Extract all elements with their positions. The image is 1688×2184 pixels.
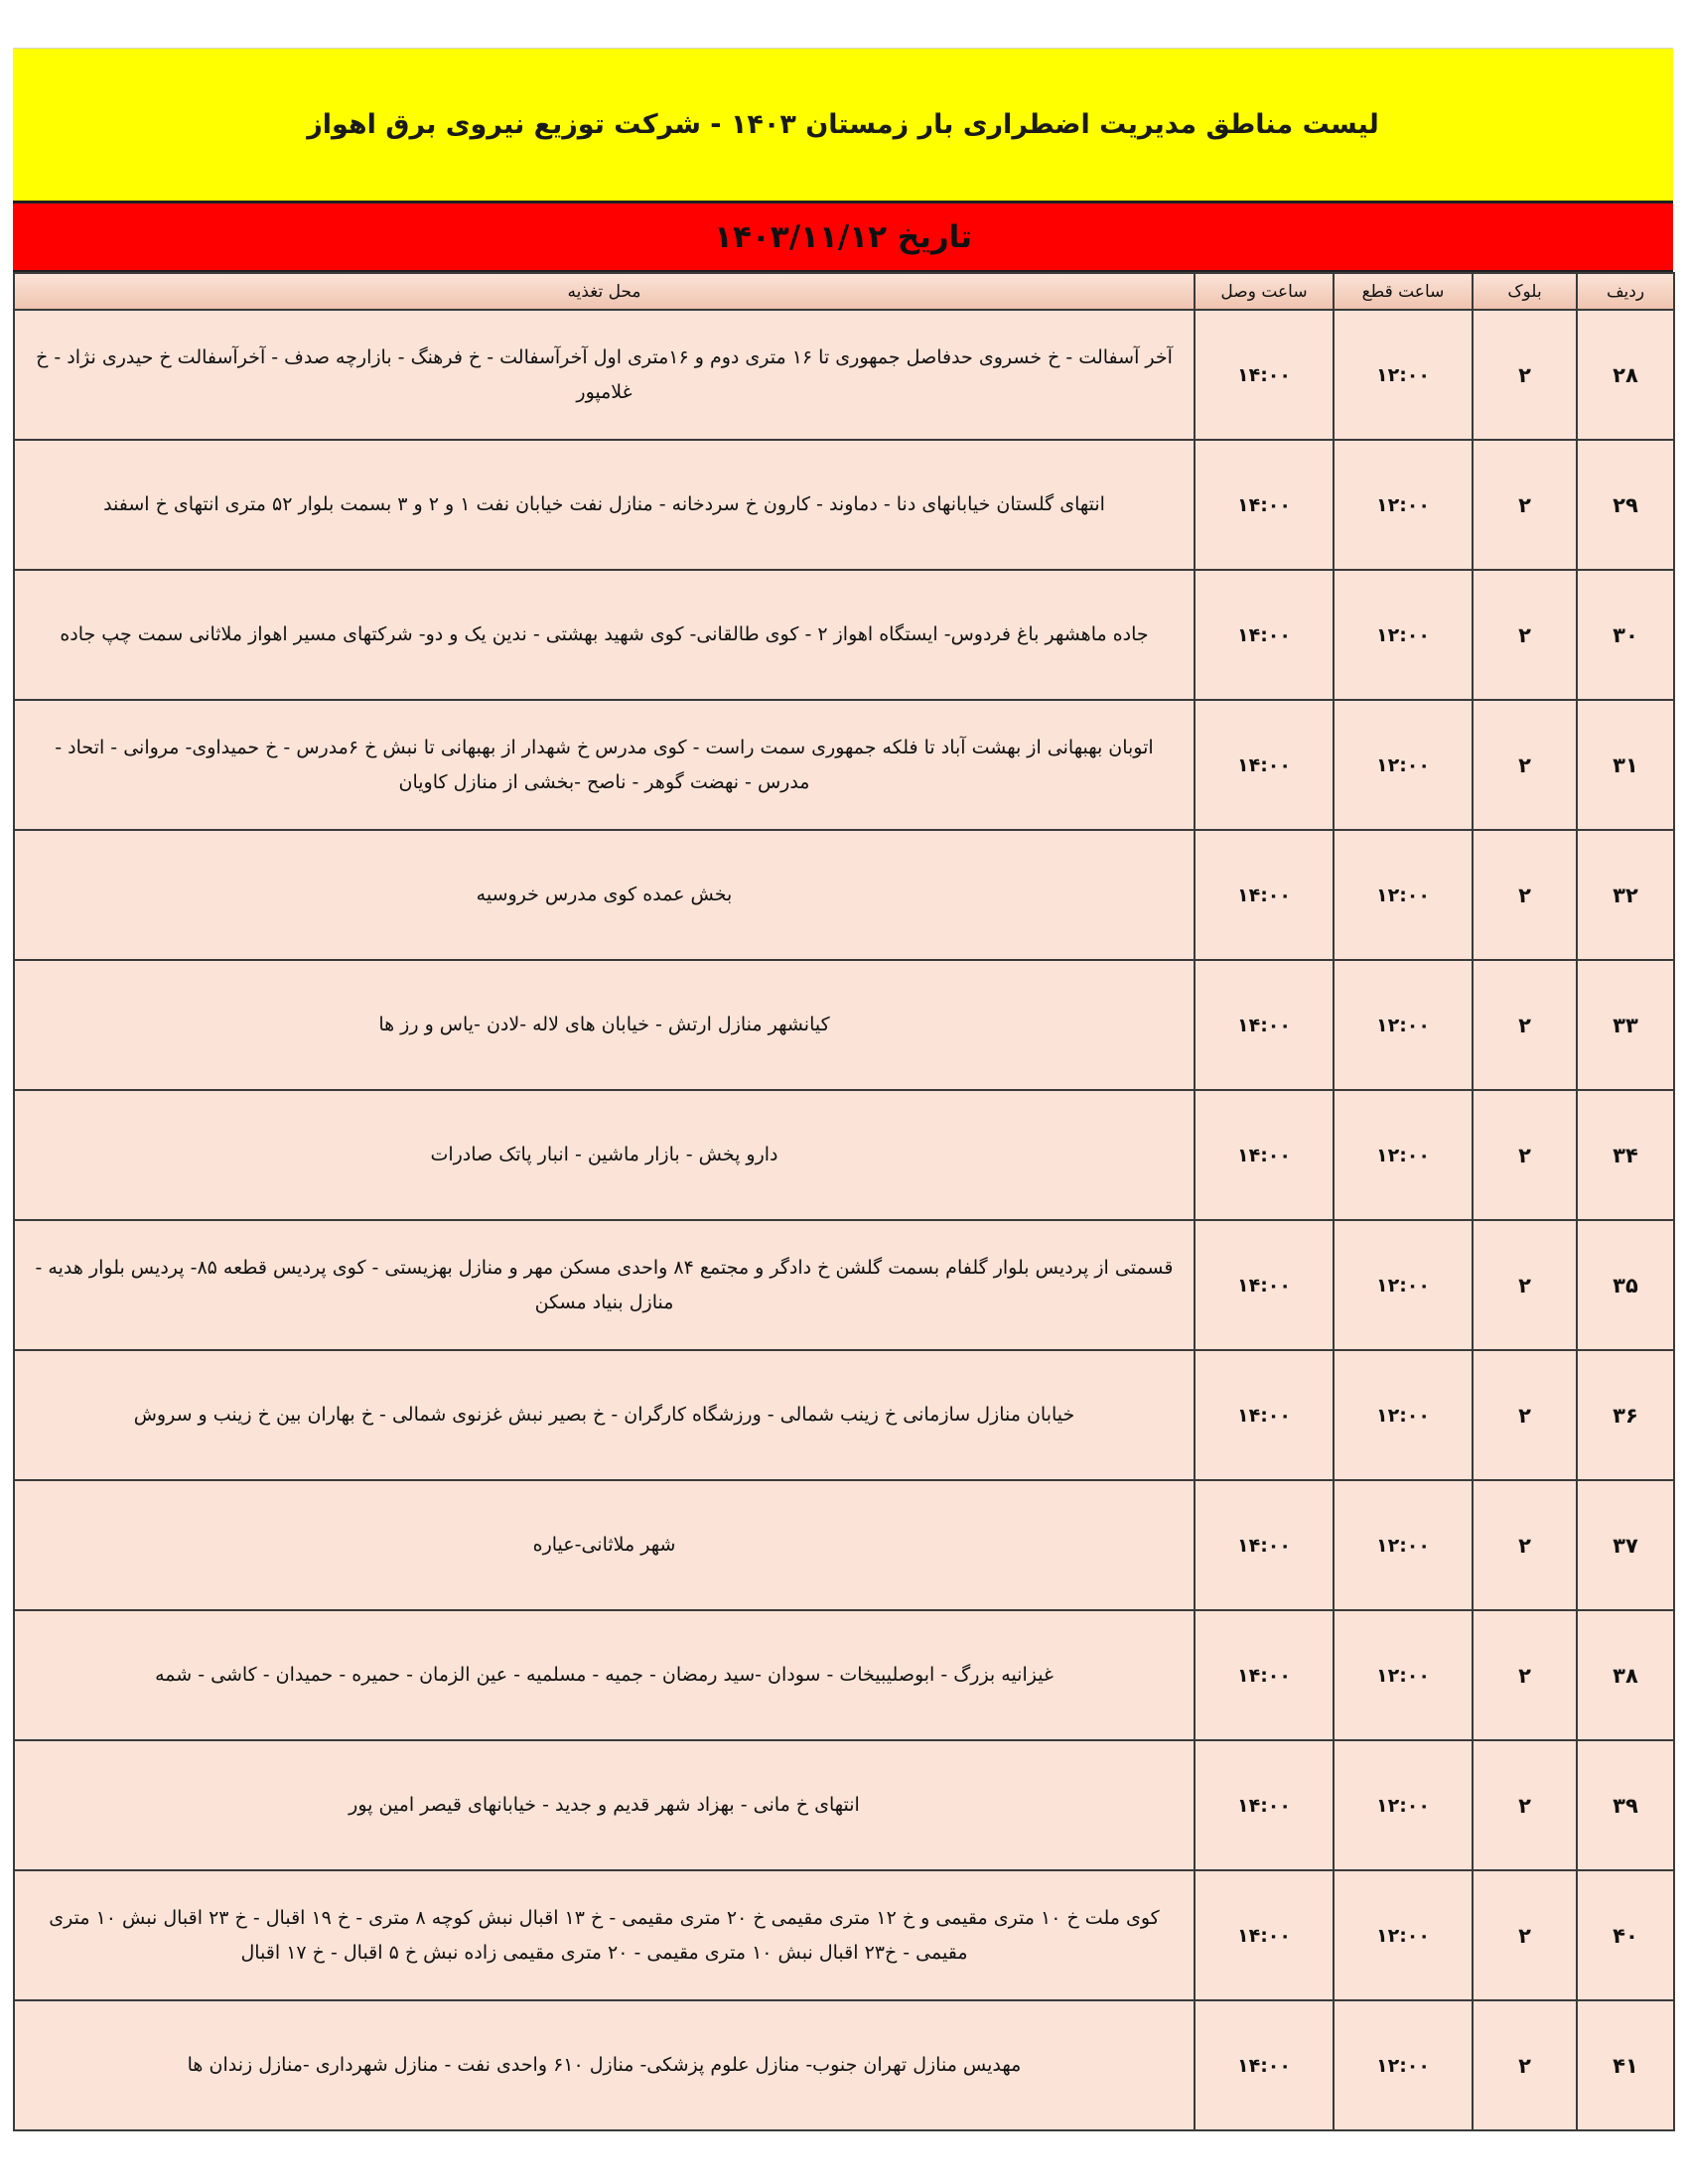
row-number: ۳۹ [1577,1740,1674,1870]
feed-area: بخش عمده کوی مدرس خروسیه [14,830,1195,960]
block-number: ۲ [1473,1090,1577,1220]
cut-time: ۱۲:۰۰ [1334,1090,1473,1220]
connect-time: ۱۴:۰۰ [1195,960,1334,1090]
table-row [14,1350,1674,1480]
row-number: ۴۰ [1577,1870,1674,2000]
outage-table [13,272,1675,2131]
connect-time: ۱۴:۰۰ [1195,1350,1334,1480]
row-number: ۳۵ [1577,1220,1674,1350]
cut-time: ۱۲:۰۰ [1334,960,1473,1090]
block-number: ۲ [1473,2000,1577,2130]
cut-time: ۱۲:۰۰ [1334,570,1473,700]
feed-area: شهر ملاثانی-عیاره [14,1480,1195,1610]
cut-time: ۱۲:۰۰ [1334,1350,1473,1480]
feed-area: اتوبان بهبهانی از بهشت آباد تا فلکه جمهوری سمت راست - کوی مدرس خ شهدار از بهبهانی تا نبش خ ۶مدرس - خ حمیداوی- مروانی - اتحاد - مدرس - نهضت گوهر - ناصح -بخشی از منازل کاویان [14,700,1195,830]
col-header-connect: ساعت وصل [1195,273,1334,310]
feed-area: قسمتی از پردیس بلوار گلفام بسمت گلشن خ دادگر و مجتمع ۸۴ واحدی مسکن مهر و منازل بهزیستی - کوی پردیس قطعه ۸۵- پردیس بلوار هدیه - منازل بنیاد مسکن [14,1220,1195,1350]
block-number: ۲ [1473,1610,1577,1740]
schedule-sheet [13,48,1673,2131]
connect-time: ۱۴:۰۰ [1195,570,1334,700]
table-row [14,570,1674,700]
table-row [14,1740,1674,1870]
row-number: ۳۸ [1577,1610,1674,1740]
connect-time: ۱۴:۰۰ [1195,1220,1334,1350]
table-row [14,2000,1674,2130]
table-row [14,700,1674,830]
block-number: ۲ [1473,1220,1577,1350]
title-banner [13,48,1673,201]
table-row [14,1090,1674,1220]
col-header-area: محل تغذیه [14,273,1195,310]
row-number: ۳۷ [1577,1480,1674,1610]
cut-time: ۱۲:۰۰ [1334,440,1473,570]
table-header-row [14,273,1674,310]
date-banner [13,201,1673,272]
date-title: تاریخ ۱۴۰۳/۱۱/۱۲ [714,218,972,255]
row-number: ۲۹ [1577,440,1674,570]
table-row [14,440,1674,570]
table-row [14,1870,1674,2000]
block-number: ۲ [1473,1740,1577,1870]
row-number: ۳۱ [1577,700,1674,830]
connect-time: ۱۴:۰۰ [1195,1480,1334,1610]
row-number: ۳۲ [1577,830,1674,960]
block-number: ۲ [1473,700,1577,830]
cut-time: ۱۲:۰۰ [1334,2000,1473,2130]
row-number: ۴۱ [1577,2000,1674,2130]
cut-time: ۱۲:۰۰ [1334,1220,1473,1350]
col-header-row: ردیف [1577,273,1674,310]
cut-time: ۱۲:۰۰ [1334,1480,1473,1610]
col-header-block: بلوک [1473,273,1577,310]
connect-time: ۱۴:۰۰ [1195,1090,1334,1220]
cut-time: ۱۲:۰۰ [1334,830,1473,960]
block-number: ۲ [1473,1870,1577,2000]
block-number: ۲ [1473,310,1577,440]
page-title: لیست مناطق مدیریت اضطراری بار زمستان ۱۴۰۳ - شرکت توزیع نیروی برق اهواز [307,109,1379,140]
feed-area: غیزانیه بزرگ - ابوصلیبیخات - سودان -سید رمضان - جمیه - مسلمیه - عین الزمان - حمیره - حمیدان - کاشی - شمه [14,1610,1195,1740]
col-header-cut: ساعت قطع [1334,273,1473,310]
feed-area: آخر آسفالت - خ خسروی حدفاصل جمهوری تا ۱۶ متری دوم و ۱۶متری اول آخرآسفالت - خ فرهنگ - بازارچه صدف - آخرآسفالت خ حیدری نژاد - خ غلامپور [14,310,1195,440]
connect-time: ۱۴:۰۰ [1195,830,1334,960]
row-number: ۳۶ [1577,1350,1674,1480]
feed-area: کیانشهر منازل ارتش - خیابان های لاله -لادن -یاس و رز ها [14,960,1195,1090]
table-row [14,960,1674,1090]
connect-time: ۱۴:۰۰ [1195,440,1334,570]
connect-time: ۱۴:۰۰ [1195,1740,1334,1870]
table-row [14,830,1674,960]
connect-time: ۱۴:۰۰ [1195,1870,1334,2000]
feed-area: دارو پخش - بازار ماشین - انبار پاتک صادرات [14,1090,1195,1220]
table-row [14,1220,1674,1350]
cut-time: ۱۲:۰۰ [1334,1610,1473,1740]
connect-time: ۱۴:۰۰ [1195,700,1334,830]
cut-time: ۱۲:۰۰ [1334,1740,1473,1870]
feed-area: انتهای خ مانی - بهزاد شهر قدیم و جدید - خیابانهای قیصر امین پور [14,1740,1195,1870]
block-number: ۲ [1473,830,1577,960]
table-row [14,310,1674,440]
feed-area: انتهای گلستان خیابانهای دنا - دماوند - کارون خ سردخانه - منازل نفت خیابان نفت ۱ و ۲ و ۳ بسمت بلوار ۵۲ متری انتهای خ اسفند [14,440,1195,570]
feed-area: مهدیس منازل تهران جنوب- منازل علوم پزشکی- منازل ۶۱۰ واحدی نفت - منازل شهرداری -منازل زندان ها [14,2000,1195,2130]
row-number: ۳۴ [1577,1090,1674,1220]
row-number: ۲۸ [1577,310,1674,440]
cut-time: ۱۲:۰۰ [1334,700,1473,830]
feed-area: خیابان منازل سازمانی خ زینب شمالی - ورزشگاه کارگران - خ بصیر نبش غزنوی شمالی - خ بهاران بین خ زینب و سروش [14,1350,1195,1480]
row-number: ۳۳ [1577,960,1674,1090]
block-number: ۲ [1473,960,1577,1090]
cut-time: ۱۲:۰۰ [1334,310,1473,440]
table-row [14,1610,1674,1740]
connect-time: ۱۴:۰۰ [1195,2000,1334,2130]
connect-time: ۱۴:۰۰ [1195,310,1334,440]
feed-area: جاده ماهشهر باغ فردوس- ایستگاه اهواز ۲ - کوی طالقانی- کوی شهید بهشتی - ندین یک و دو- شرکتهای مسیر اهواز ملاثانی سمت چپ جاده [14,570,1195,700]
cut-time: ۱۲:۰۰ [1334,1870,1473,2000]
block-number: ۲ [1473,440,1577,570]
block-number: ۲ [1473,1480,1577,1610]
table-row [14,1480,1674,1610]
block-number: ۲ [1473,1350,1577,1480]
feed-area: کوی ملت خ ۱۰ متری مقیمی و خ ۱۲ متری مقیمی خ ۲۰ متری مقیمی - خ ۱۳ اقبال نبش کوچه ۸ متری - خ ۱۹ اقبال - خ ۲۳ اقبال نبش ۱۰ متری مقیمی - خ۲۳ اقبال نبش ۱۰ متری مقیمی - ۲۰ متری مقیمی زاده نبش خ ۵ اقبال - خ ۱۷ اقبال [14,1870,1195,2000]
connect-time: ۱۴:۰۰ [1195,1610,1334,1740]
block-number: ۲ [1473,570,1577,700]
row-number: ۳۰ [1577,570,1674,700]
